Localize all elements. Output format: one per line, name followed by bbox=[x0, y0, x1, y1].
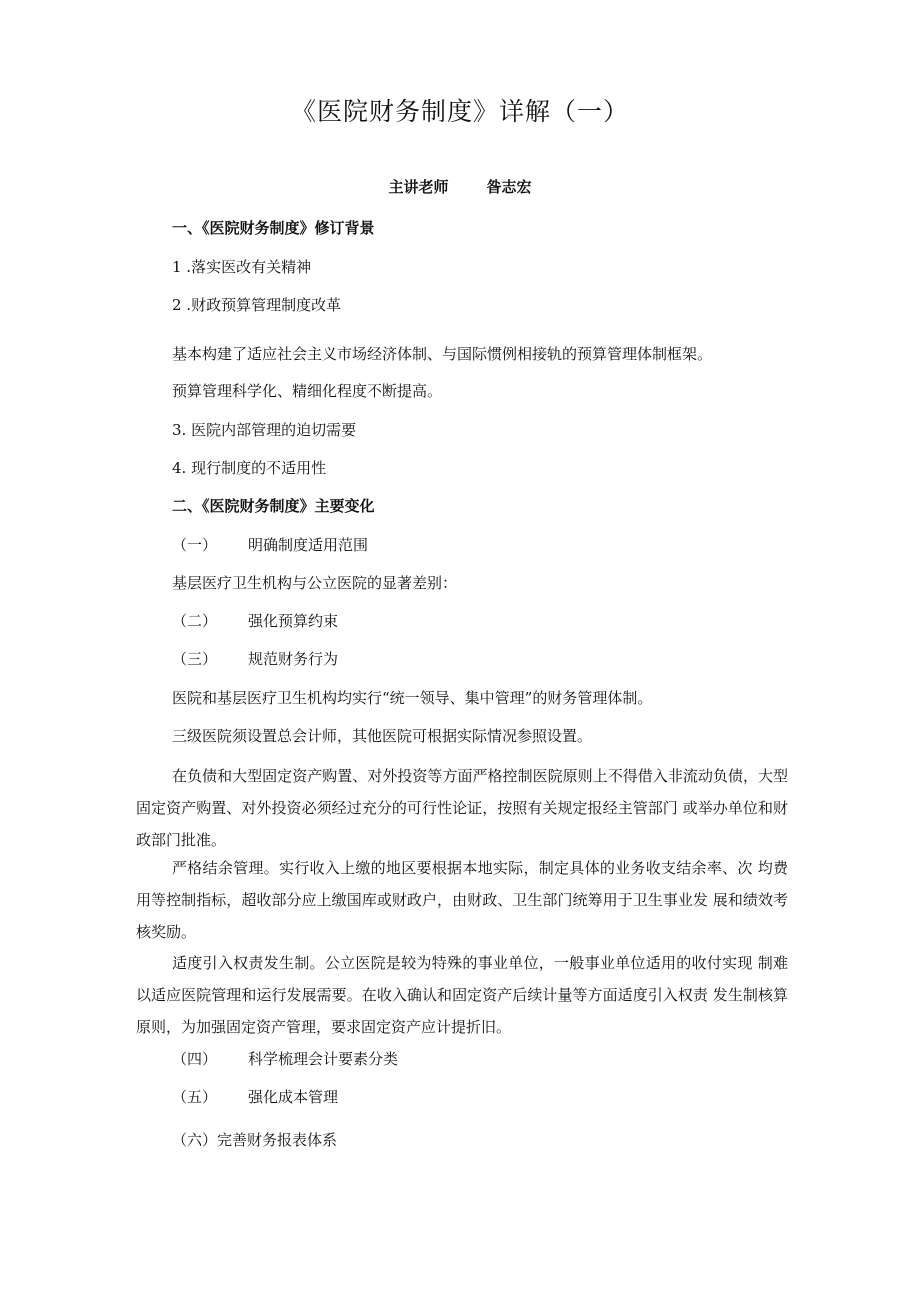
section-1-note: 基本构建了适应社会主义市场经济体制、与国际惯例相接轨的预算管理体制框架。 bbox=[172, 345, 713, 363]
subsection-title: 明确制度适用范围 bbox=[248, 536, 369, 554]
speaker-line bbox=[0, 177, 920, 197]
subsection-3 bbox=[172, 650, 338, 668]
section-1-item: 1 .落实医改有关精神 bbox=[172, 258, 312, 276]
subsection-title: 强化预算约束 bbox=[248, 612, 339, 630]
subsection-number: （一） bbox=[172, 536, 218, 554]
section-1-heading: 一、《医院财务制度》修订背景 bbox=[172, 219, 375, 237]
subsection-title: 科学梳理会计要素分类 bbox=[248, 1050, 399, 1068]
section-1-item: 2 .财政预算管理制度改革 bbox=[172, 296, 342, 314]
subsection-3-note: 三级医院须设置总会计师，其他医院可根据实际情况参照设置。 bbox=[172, 727, 593, 745]
body-paragraph: 在负债和大型固定资产购置、对外投资等方面严格控制医院原则上不得借入非流动负债，大型固定资产购置、对外投资必须经过充分的可行性论证，按照有关规定报经主管部门 或举办单位和财政部门批准。 bbox=[136, 767, 788, 849]
subsection-2 bbox=[172, 612, 338, 630]
subsection-1-note: 基层医疗卫生机构与公立医院的显著差别： bbox=[172, 574, 458, 592]
section-1-item: 3. 医院内部管理的迫切需要 bbox=[172, 421, 357, 439]
speaker-label: 主讲老师 bbox=[388, 178, 449, 196]
subsection-title: 强化成本管理 bbox=[248, 1088, 339, 1106]
body-paragraph: 严格结余管理。实行收入上缴的地区要根据本地实际，制定具体的业务收支结余率、次 均费用等控制指标，超收部分应上缴国库或财政户，由财政、卫生部门统筹用于卫生事业发 展和绩效考核奖励。 bbox=[136, 859, 788, 941]
subsection-number: （四） bbox=[172, 1050, 218, 1068]
speaker-name: 昝志宏 bbox=[486, 178, 532, 196]
subsection-number: （三） bbox=[172, 650, 218, 668]
subsection-number: （五） bbox=[172, 1088, 218, 1106]
section-2-heading: 二、《医院财务制度》主要变化 bbox=[172, 497, 375, 515]
subsection-1 bbox=[172, 536, 368, 554]
body-paragraph: 适度引入权责发生制。公立医院是较为特殊的事业单位，一般事业单位适用的收付实现 制难以适应医院管理和运行发展需要。在收入确认和固定资产后续计量等方面适度引入权责 发生制核算原则，为加强固定资产管理，要求固定资产应计提折旧。 bbox=[136, 954, 788, 1036]
subsection-title: 规范财务行为 bbox=[248, 650, 339, 668]
section-1-item: 4. 现行制度的不适用性 bbox=[172, 459, 327, 477]
document-title: 《医院财务制度》详解（一） bbox=[290, 97, 629, 126]
subsection-4 bbox=[172, 1050, 398, 1068]
section-1-note: 预算管理科学化、精细化程度不断提高。 bbox=[172, 382, 443, 400]
subsection-number: （二） bbox=[172, 612, 218, 630]
subsection-3-note: 医院和基层医疗卫生机构均实行“统一领导、集中管理”的财务管理体制。 bbox=[172, 689, 653, 707]
subsection-5 bbox=[172, 1088, 338, 1106]
subsection-6: （六）完善财务报表体系 bbox=[172, 1131, 338, 1149]
